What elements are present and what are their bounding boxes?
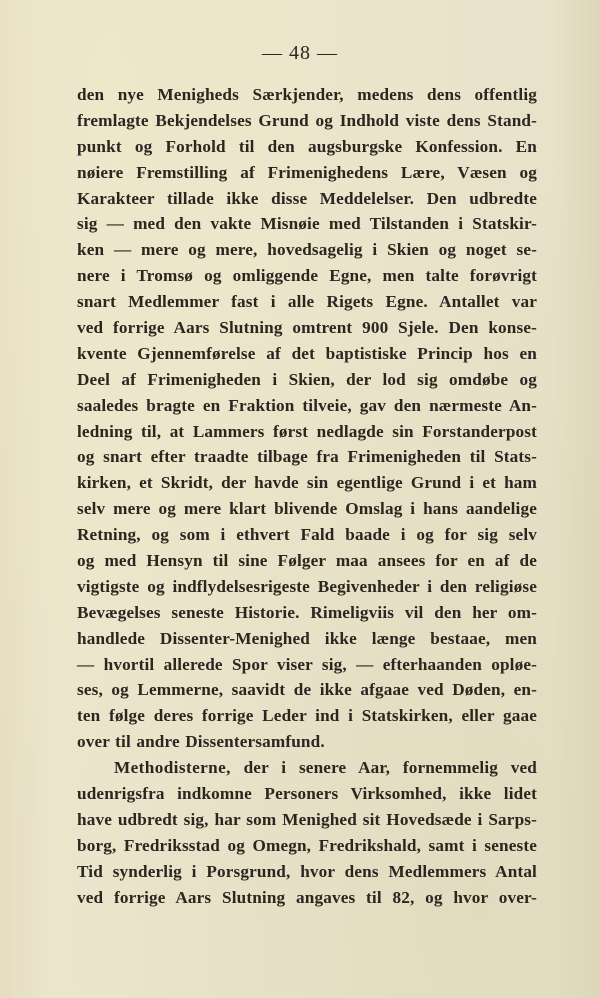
text-line: ses, og Lemmerne, saavidt de ikke afgaae ved Døden, en-: [77, 680, 537, 700]
text-line: ten følge deres forrige Leder ind i Statskirken, eller gaae: [77, 706, 537, 726]
text-line: kvente Gjennemførelse af det baptistiske Princip hos en: [77, 343, 537, 363]
paragraph-frimenighed: [77, 82, 537, 755]
text-line: ledning til, at Lammers først nedlagde sin Forstanderpost: [77, 421, 537, 441]
text-line: Retning, og som i ethvert Fald baade i og for sig selv: [77, 525, 537, 545]
text-line: og snart efter traadte tilbage fra Frimenigheden til Stats-: [77, 447, 537, 467]
text-line: saaledes bragte en Fraktion tilveie, gav den nærmeste An-: [77, 395, 537, 415]
text-line: — hvortil allerede Spor viser sig, — efterhaanden opløe-: [77, 654, 537, 674]
text-line: ved forrige Aars Slutning angaves til 82, og hvor over-: [77, 887, 537, 907]
text-line: handlede Dissenter-Menighed ikke længe bestaae, men: [77, 628, 537, 648]
paragraph-methodisterne: [77, 755, 537, 910]
body-text: [77, 82, 537, 911]
text-line: Deel af Frimenigheden i Skien, der lod sig omdøbe og: [77, 369, 537, 389]
text-line: Karakteer tillade ikke disse Meddelelser. Den udbredte: [77, 188, 537, 208]
page-number: — 48 —: [262, 42, 338, 64]
text-line: den nye Menigheds Særkjender, medens dens offentlig: [77, 85, 537, 104]
section-lead-term: Methodisterne,: [114, 758, 231, 778]
text-line: nøiere Fremstilling af Frimenighedens Lære, Væsen og: [77, 162, 537, 182]
text-line-rest: der i senere Aar, fornemmelig ved: [230, 758, 537, 778]
text-line: borg, Fredriksstad og Omegn, Fredrikshald, samt i seneste: [77, 835, 537, 855]
text-line: og med Hensyn til sine Følger maa ansees for en af de: [77, 551, 537, 571]
text-line-first: [77, 755, 537, 781]
text-line: ved forrige Aars Slutning omtrent 900 Sjele. Den konse-: [77, 318, 537, 338]
text-line: Tid synderlig i Porsgrund, hvor dens Medlemmers Antal: [77, 861, 537, 881]
text-line: sig — med den vakte Misnøie med Tilstanden i Statskir-: [77, 214, 537, 234]
text-line: nere i Tromsø og omliggende Egne, men talte forøvrigt: [77, 266, 537, 286]
text-line: udenrigsfra indkomne Personers Virksomhed, ikke lidet: [77, 784, 537, 804]
text-line: snart Medlemmer fast i alle Rigets Egne. Antallet var: [77, 292, 537, 312]
text-line: fremlagte Bekjendelses Grund og Indhold viste dens Stand-: [77, 110, 537, 130]
text-line: over til andre Dissentersamfund.: [77, 732, 325, 752]
text-line: Bevægelses seneste Historie. Rimeligviis vil den her om-: [77, 602, 537, 622]
text-line: ken — mere og mere, hovedsagelig i Skien og noget se-: [77, 240, 537, 260]
text-line: punkt og Forhold til den augsburgske Konfession. En: [77, 136, 537, 156]
text-line: vigtigste og indflydelsesrigeste Begivenheder i den religiøse: [77, 576, 537, 596]
text-line: kirken, et Skridt, der havde sin egentlige Grund i et ham: [77, 473, 537, 493]
text-line: have udbredt sig, har som Menighed sit Hovedsæde i Sarps-: [77, 809, 537, 829]
text-line: selv mere og mere klart blivende Omslag i hans aandelige: [77, 499, 537, 519]
